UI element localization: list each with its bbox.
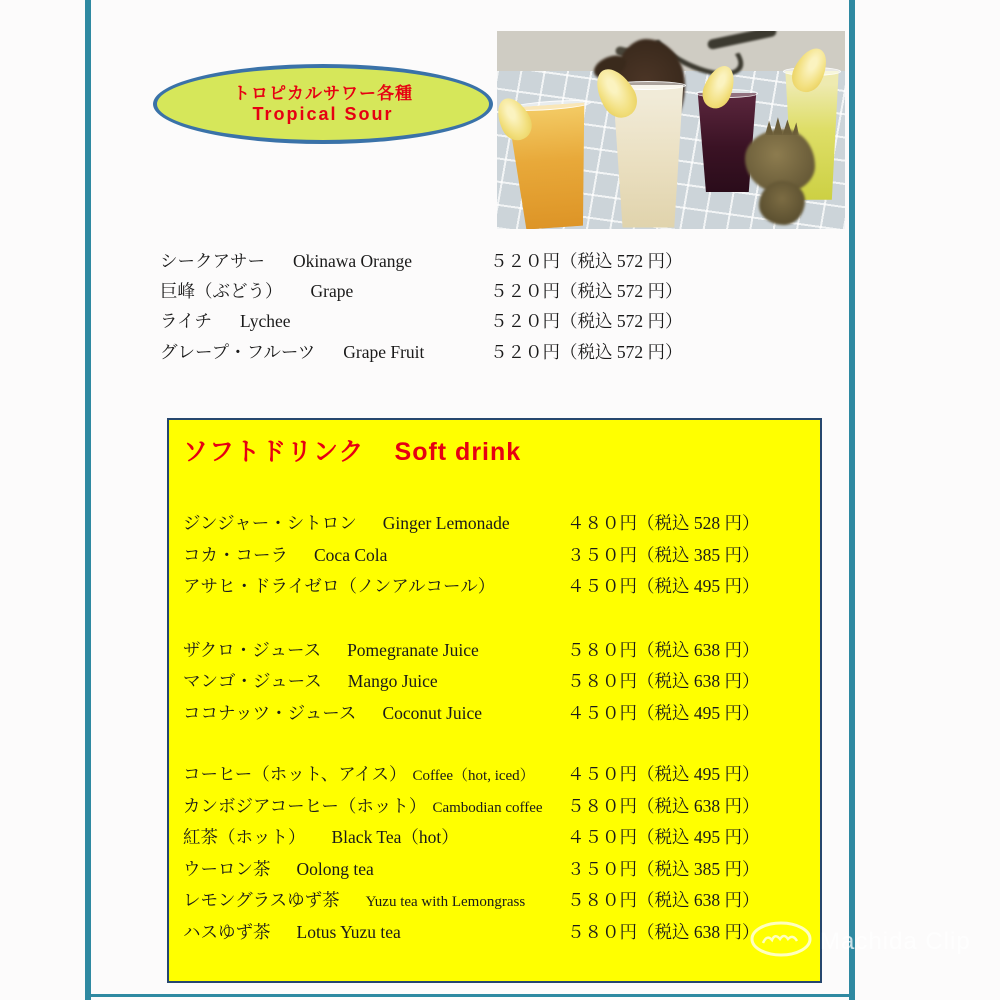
item-price: ５２０円（税込 572 円） [490, 311, 683, 332]
item-name [160, 306, 291, 336]
item-name-jp: コーヒー（ホット、アイス） [183, 764, 407, 784]
item-price: ５８０円（税込 638 円） [567, 795, 760, 816]
item-price: ４５０円（税込 495 円） [567, 576, 760, 596]
item-name-jp: レモングラスゆず茶 [183, 890, 340, 910]
item-name-jp: 巨峰（ぶどう） [160, 281, 283, 302]
menu-item-row [169, 571, 820, 603]
soft-drink-group-3 [169, 759, 820, 948]
item-name-jp: ジンジャー・シトロン [183, 513, 357, 533]
menu-item-row [169, 666, 820, 698]
badge-title-en: Tropical Sour [252, 103, 394, 124]
menu-item-row [0, 306, 855, 336]
item-name-jp: グレープ・フルーツ [160, 341, 316, 362]
item-name-en: Black Tea（hot） [331, 827, 459, 847]
page-frame-bottom [85, 994, 855, 997]
item-name [160, 246, 412, 276]
menu-item-row [169, 759, 820, 791]
menu-item-row [169, 635, 820, 667]
item-name-en: Pomegranate Juice [347, 639, 479, 660]
tropical-sour-list [0, 246, 855, 367]
item-name-jp: ココナッツ・ジュース [183, 702, 357, 723]
item-price: ４８０円（税込 528 円） [567, 513, 760, 533]
menu-item-row [0, 276, 855, 306]
soft-drink-title [183, 436, 820, 468]
item-name-en: Ginger Lemonade [382, 513, 510, 533]
item-name-en: Cambodian coffee [432, 799, 543, 816]
item-name-jp: マンゴ・ジュース [183, 671, 322, 691]
item-name-en: Grape [310, 281, 354, 302]
menu-item-row [169, 540, 820, 572]
item-name-en: Lotus Yuzu tea [296, 921, 401, 942]
item-name-en: Okinawa Orange [293, 251, 413, 271]
item-price: ５２０円（税込 572 円） [490, 281, 683, 302]
item-name-jp: ハスゆず茶 [183, 921, 271, 942]
drinks-photo [497, 31, 845, 229]
menu-item-row [169, 917, 820, 949]
item-name-en: Coffee（hot, iced） [412, 768, 535, 784]
menu-item-row [0, 246, 855, 276]
item-name-jp: ライチ [160, 311, 212, 332]
item-price: ４５０円（税込 495 円） [567, 702, 760, 723]
item-name-jp: カンボジアコーヒー（ホット） [183, 795, 427, 816]
item-name [160, 337, 424, 367]
menu-item-row [169, 885, 820, 917]
soft-drink-group-2 [169, 635, 820, 730]
page-frame-left [85, 0, 91, 1000]
item-price: ４５０円（税込 495 円） [567, 827, 760, 847]
item-name-jp: シークアサー [160, 251, 265, 271]
item-name-jp: コカ・コーラ [183, 544, 288, 565]
item-price: ５２０円（税込 572 円） [490, 341, 683, 362]
item-price: ５２０円（税込 572 円） [490, 251, 683, 271]
item-name-en: Grape Fruit [343, 341, 425, 362]
item-name-en: Yuzu tea with Lemongrass [365, 894, 526, 910]
item-price: ５８０円（税込 638 円） [567, 890, 760, 910]
item-price: ５８０円（税込 638 円） [567, 671, 760, 691]
item-name-jp: ウーロン茶 [183, 858, 271, 879]
soft-drink-title-en: Soft drink [394, 438, 522, 466]
soft-drink-group-1 [169, 508, 820, 603]
badge-title-jp: トロピカルサワー各種 [233, 83, 413, 103]
watermark-text: Machida Clip [820, 927, 971, 955]
item-name-jp: アサヒ・ドライゼロ（ノンアルコール） [183, 576, 496, 596]
menu-item-row [169, 508, 820, 540]
watermark [750, 920, 971, 963]
item-price: ４５０円（税込 495 円） [567, 764, 760, 784]
machida-clip-logo-icon [750, 920, 812, 963]
item-name-jp: ザクロ・ジュース [183, 639, 322, 660]
item-name-en: Lychee [239, 311, 291, 332]
item-name-en: Oolong tea [296, 858, 374, 879]
photo-figurine-right-base [759, 181, 805, 225]
item-price: ５８０円（税込 638 円） [567, 921, 760, 942]
menu-item-row [169, 698, 820, 730]
item-price: ３５０円（税込 385 円） [567, 544, 760, 565]
menu-item-row [169, 854, 820, 886]
menu-item-row [169, 791, 820, 823]
item-name-jp: 紅茶（ホット） [183, 827, 306, 847]
menu-item-row [169, 822, 820, 854]
tropical-sour-badge [153, 64, 493, 144]
soft-drink-panel [167, 418, 822, 983]
item-name-en: Mango Juice [347, 671, 438, 691]
page-frame-right [849, 0, 855, 1000]
item-name-en: Coconut Juice [382, 702, 483, 723]
soft-drink-title-jp: ソフトドリンク [183, 438, 365, 466]
item-price: ５８０円（税込 638 円） [567, 639, 760, 660]
item-price: ３５０円（税込 385 円） [567, 858, 760, 879]
item-name-en: Coca Cola [314, 544, 388, 565]
menu-item-row [0, 337, 855, 367]
item-name [160, 276, 353, 306]
